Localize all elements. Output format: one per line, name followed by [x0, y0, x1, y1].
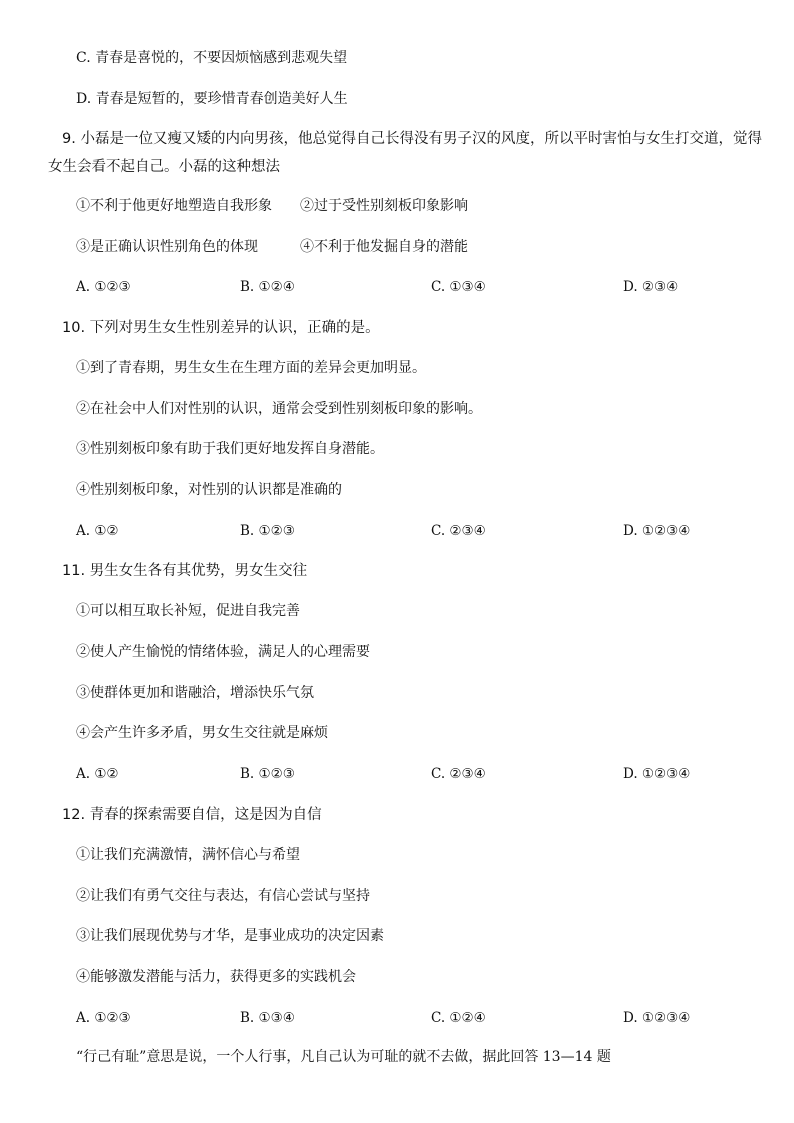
q10-option-a: A. ①②: [76, 523, 119, 539]
q9-statement-1: ①不利于他更好地塑造自我形象: [76, 198, 272, 214]
q9-option-c: C. ①③④: [431, 279, 486, 295]
q9-option-a: A. ①②③: [76, 279, 131, 295]
q12-statement-2: ②让我们有勇气交往与表达，有信心尝试与坚持: [76, 888, 370, 904]
q11-statement-4: ④会产生许多矛盾，男女生交往就是麻烦: [76, 725, 328, 741]
q11-option-b: B. ①②③: [240, 766, 295, 782]
q12-option-c: C. ①②④: [431, 1010, 486, 1026]
q9-option-d: D. ②③④: [623, 279, 679, 295]
q12-option-a: A. ①②③: [76, 1010, 131, 1026]
q10-option-c: C. ②③④: [431, 523, 486, 539]
q8-option-d: D. 青春是短暂的，要珍惜青春创造美好人生: [76, 91, 348, 107]
q12-stem: 12. 青春的探索需要自信，这是因为自信: [62, 807, 322, 823]
q9-statement-4: ④不利于他发掘自身的潜能: [300, 239, 468, 255]
q10-stem: 10. 下列对男生女生性别差异的认识，正确的是。: [62, 320, 380, 336]
q10-statement-1: ①到了青春期，男生女生在生理方面的差异会更加明显。: [76, 360, 426, 376]
q11-stem: 11. 男生女生各有其优势，男女生交往: [62, 563, 308, 579]
q11-option-a: A. ①②: [76, 766, 119, 782]
q12-option-b: B. ①③④: [240, 1010, 295, 1026]
q9-stem-line2: 女生会看不起自己。小磊的这种想法: [48, 159, 280, 175]
q11-option-c: C. ②③④: [431, 766, 486, 782]
q11-statement-1: ①可以相互取长补短，促进自我完善: [76, 603, 300, 619]
q12-statement-1: ①让我们充满激情，满怀信心与希望: [76, 847, 300, 863]
q11-statement-3: ③使群体更加和谐融洽，增添快乐气氛: [76, 685, 314, 701]
q9-statement-2: ②过于受性别刻板印象影响: [300, 198, 468, 214]
q9-option-b: B. ①②④: [240, 279, 295, 295]
q12-option-d: D. ①②③④: [623, 1010, 691, 1026]
q9-statement-3: ③是正确认识性别角色的体现: [76, 239, 258, 255]
q13-14-intro: “行己有耻”意思是说，一个人行事，凡自己认为可耻的就不去做，据此回答 13—14 题: [76, 1049, 611, 1065]
q11-option-d: D. ①②③④: [623, 766, 691, 782]
q10-option-b: B. ①②③: [240, 523, 295, 539]
q12-statement-4: ④能够激发潜能与活力，获得更多的实践机会: [76, 969, 356, 985]
q12-statement-3: ③让我们展现优势与才华，是事业成功的决定因素: [76, 928, 384, 944]
q11-statement-2: ②使人产生愉悦的情绪体验，满足人的心理需要: [76, 644, 370, 660]
q8-option-c: C. 青春是喜悦的，不要因烦恼感到悲观失望: [76, 50, 348, 66]
q10-option-d: D. ①②③④: [623, 523, 691, 539]
q10-statement-3: ③性别刻板印象有助于我们更好地发挥自身潜能。: [76, 441, 384, 457]
q10-statement-4: ④性别刻板印象，对性别的认识都是准确的: [76, 482, 342, 498]
q9-stem-line1: 9. 小磊是一位又瘦又矮的内向男孩，他总觉得自己长得没有男子汉的风度，所以平时害怕与女生打交道，觉得: [62, 131, 762, 147]
q10-statement-2: ②在社会中人们对性别的认识，通常会受到性别刻板印象的影响。: [76, 401, 482, 417]
